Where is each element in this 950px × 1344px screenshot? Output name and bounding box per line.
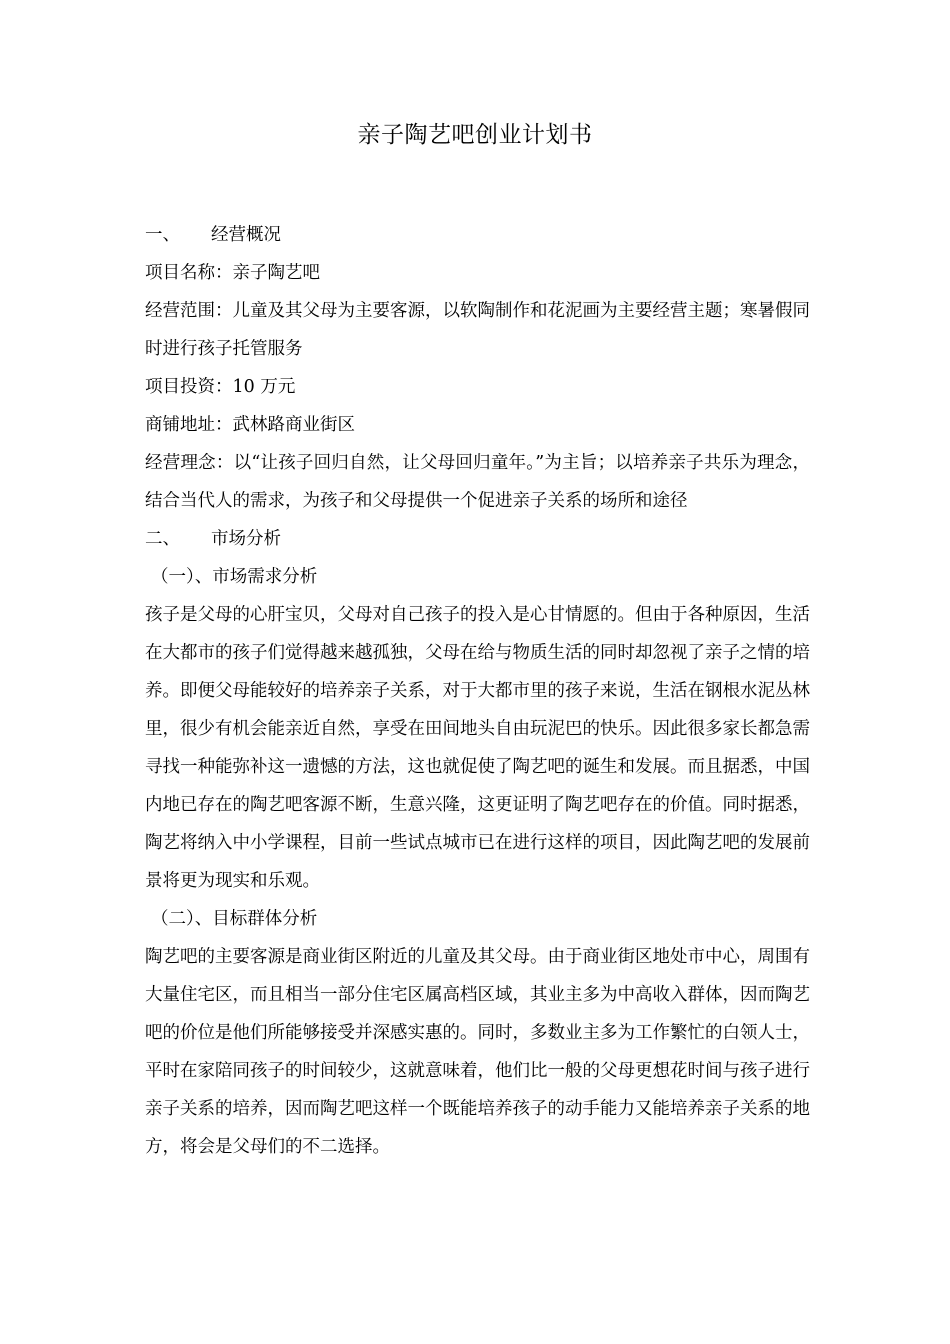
section-1-title: 经营概况 (211, 225, 281, 245)
project-investment: 项目投资：10 万元 (145, 377, 296, 397)
business-scope: 经营范围：儿童及其父母为主要客源，以软陶制作和花泥画为主要经营主题；寒暑假同时进行孩子托管服务 (145, 301, 810, 359)
shop-address: 商铺地址：武林路商业街区 (145, 415, 355, 435)
subsection-market-demand-heading: （一）、市场需求分析 (151, 567, 318, 587)
document-title: 亲子陶艺吧创业计划书 (357, 122, 593, 148)
market-demand-text: 孩子是父母的心肝宝贝，父母对自己孩子的投入是心甘情愿的。但由于各种原因，生活在大都市的孩子们觉得越来越孤独，父母在给与物质生活的同时却忽视了亲子之情的培养。即便父母能较好的培养亲子关系，对于大都市里的孩子来说，生活在钢根水泥丛林里，很少有机会能亲近自然，享受在田间地头自由玩泥巴的快乐。因此很多家长都急需寻找一种能弥补这一遗憾的方法，这也就促使了陶艺吧的诞生和发展。而且据悉，中国内地已存在的陶艺吧客源不断，生意兴隆，这更证明了陶艺吧存在的价值。同时据悉，陶艺将纳入中小学课程，目前一些试点城市已在进行这样的项目，因此陶艺吧的发展前景将更为现实和乐观。 (145, 605, 810, 891)
business-philosophy: 经营理念：以“让孩子回归自然，让父母回归童年。”为主旨；以培养亲子共乐为理念，结合当代人的需求，为孩子和父母提供一个促进亲子关系的场所和途径 (145, 453, 810, 511)
project-name: 项目名称：亲子陶艺吧 (145, 263, 320, 283)
section-2-heading (145, 520, 810, 558)
section-1-number: 一、 (145, 225, 180, 245)
section-2-title: 市场分析 (211, 529, 281, 549)
section-2-number: 二、 (145, 529, 180, 549)
document-body (145, 216, 810, 1166)
target-group-text: 陶艺吧的主要客源是商业街区附近的儿童及其父母。由于商业街区地处市中心，周围有大量住宅区，而且相当一部分住宅区属高档区域，其业主多为中高收入群体，因而陶艺吧的价位是他们所能够接受并深感实惠的。同时，多数业主多为工作繁忙的白领人士，平时在家陪同孩子的时间较少，这就意味着，他们比一般的父母更想花时间与孩子进行亲子关系的培养，因而陶艺吧这样一个既能培养孩子的动手能力又能培养亲子关系的地方，将会是父母们的不二选择。 (145, 947, 810, 1157)
subsection-target-group-heading: （二）、目标群体分析 (151, 909, 318, 929)
section-1-heading (145, 216, 810, 254)
